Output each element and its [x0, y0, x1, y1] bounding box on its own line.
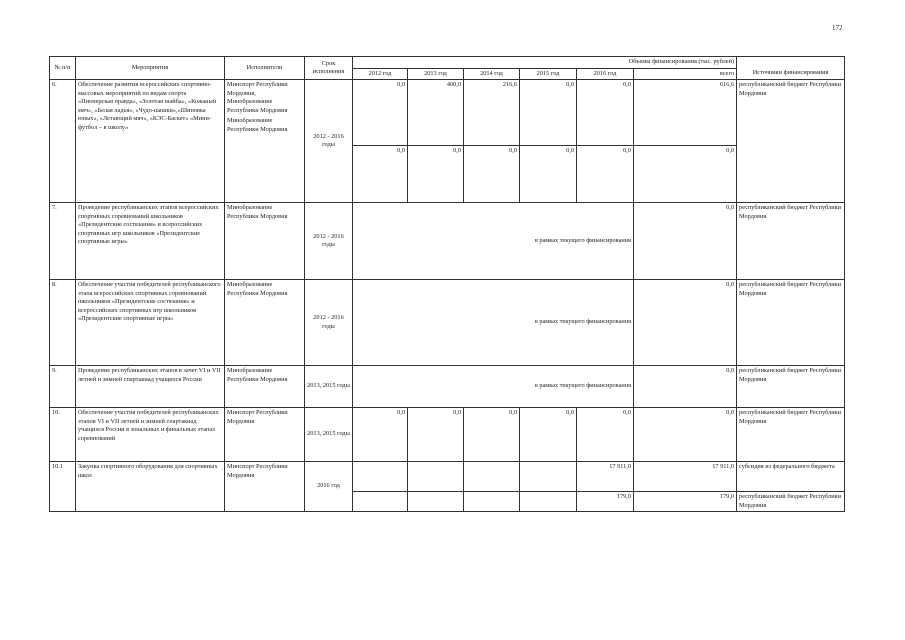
row-10-1-l1-2015 [520, 462, 577, 492]
row-6-num: 6. [50, 80, 76, 203]
row-6-l2-2012: 0,0 [353, 146, 408, 203]
row-10-num: 10. [50, 408, 76, 462]
row-10-1-l2-2012 [353, 492, 408, 512]
header-2012: 2012 год [353, 68, 408, 80]
row-10-term: 2013, 2015 годы [305, 408, 353, 462]
funding-table [49, 56, 845, 512]
row-6-l1-2013: 400,0 [408, 80, 464, 146]
row-10-source: республиканский бюджет Республики Мордовия [737, 408, 845, 462]
row-10-total: 0,0 [634, 408, 737, 462]
row-10-1-l2-2014 [464, 492, 520, 512]
row-10-1-l2-source: республиканский бюджет Республики Мордовия [737, 492, 845, 512]
row-10-1-executor: Минспорт Республики Мордовия [225, 462, 305, 512]
row-10-1-event: Закупка спортивного оборудования для спортивных школ [76, 462, 225, 512]
row-8-executor: Минобразование Республики Мордовия [225, 280, 305, 366]
row-10-2015: 0,0 [520, 408, 577, 462]
row-10-1-l2-total: 179,0 [634, 492, 737, 512]
row-10-2012: 0,0 [353, 408, 408, 462]
row-6-l1-total: 616,6 [634, 80, 737, 146]
row-7-num: 7. [50, 203, 76, 280]
header-num: № п/п [50, 57, 76, 80]
row-7-term: 2012 - 2016 годы [305, 203, 353, 280]
row-7-funding-note: в рамках текущего финансирования [353, 203, 634, 280]
row-10-2014: 0,0 [464, 408, 520, 462]
row-9-term: 2013, 2015 годы [305, 366, 353, 408]
row-8-funding-note: в рамках текущего финансирования [353, 280, 634, 366]
row-8-source: республиканский бюджет Республики Мордовия [737, 280, 845, 366]
row-8-event: Обеспечение участия победителей республиканского этапа всероссийских спортивных соревнований школьников «Президентские состязания» и всероссийских спортивных игр школьников «Президентские спортивные игры» [76, 280, 225, 366]
header-term: Срок исполнения [305, 57, 353, 80]
header-2015: 2015 год [520, 68, 577, 80]
row-6-term: 2012 - 2016 годы [305, 80, 353, 203]
row-10-event: Обеспечение участия победителей республиканских этапов VI и VII летней и зимней спартакиад учащихся России в зональных и финальных этапах соревнований [76, 408, 225, 462]
row-7-event: Проведение республиканских этапов всероссийских спортивных соревнований школьников «Президентские состязания» и всероссийских спортивных игр школьников «Президентские спортивные игры» [76, 203, 225, 280]
row-6-l2-2014: 0,0 [464, 146, 520, 203]
row-10-1-l1-2016: 17 911,0 [577, 462, 634, 492]
row-6-l1-2015: 0,0 [520, 80, 577, 146]
row-10-1-l2-2015 [520, 492, 577, 512]
header-event: Мероприятия [76, 57, 225, 80]
row-10-1-l1-source: субсидия из федерального бюджета [737, 462, 845, 492]
header-source: Источники финансирования [737, 68, 845, 80]
row-6-l1-2012: 0,0 [353, 80, 408, 146]
header-source-top [737, 57, 845, 69]
row-7-executor: Минобразование Республики Мордовия [225, 203, 305, 280]
row-9-executor: Минобразование Республики Мордовия [225, 366, 305, 408]
row-9-total: 0,0 [634, 366, 737, 408]
row-6-source: республиканский бюджет Республики Мордовия [737, 80, 845, 203]
row-10-1-term: 2016 год [305, 462, 353, 512]
row-6-event: Обеспечение развития всероссийских спортивно-массовых мероприятий по видам спорта «Пионерская правда», «Золотая шайба», «Кожаный мяч», «Белая ладья», «Чудо-шашки»,«Шиповка юных», «Летающий мяч», «КЭС-Баскет» «Мини-футбол – в школу» [76, 80, 225, 203]
row-10-1-l1-total: 17 911,0 [634, 462, 737, 492]
row-6-l2-2016: 0,0 [577, 146, 634, 203]
row-8-total: 0,0 [634, 280, 737, 366]
row-10-1-num: 10.1 [50, 462, 76, 512]
row-10-1-l1-2014 [464, 462, 520, 492]
row-7-total: 0,0 [634, 203, 737, 280]
row-9-event: Проведение республиканских этапов в зачет VI и VII летней и зимней спартакиад учащихся России [76, 366, 225, 408]
header-2014: 2014 год [464, 68, 520, 80]
row-6-executor-cell [225, 80, 305, 203]
header-2016: 2016 год [577, 68, 634, 80]
row-6-l2-2015: 0,0 [520, 146, 577, 203]
row-6-executor-2: Минобразование Республики Мордовия [227, 117, 288, 133]
header-executor: Исполнители [225, 57, 305, 80]
row-9-source: республиканский бюджет Республики Мордовия [737, 366, 845, 408]
row-6-l2-total: 0,0 [634, 146, 737, 203]
row-6-l1-2014: 216,6 [464, 80, 520, 146]
row-6-l1-2016: 0,0 [577, 80, 634, 146]
row-7-source: республиканский бюджет Республики Мордовия [737, 203, 845, 280]
row-6-l2-2013: 0,0 [408, 146, 464, 203]
row-6-executor-1: Минспорт Республики Мордовия, Минобразование Республики Мордовия [227, 81, 288, 114]
header-funding: Объемы финансирования (тыс. рублей) [353, 57, 737, 69]
row-10-2016: 0,0 [577, 408, 634, 462]
row-10-1-l1-2013 [408, 462, 464, 492]
header-total: всего [634, 68, 737, 80]
row-10-1-l2-2013 [408, 492, 464, 512]
page-number: 172 [832, 24, 843, 32]
row-8-num: 8. [50, 280, 76, 366]
row-9-num: 9. [50, 366, 76, 408]
row-10-executor: Минспорт Республики Мордовия [225, 408, 305, 462]
row-10-2013: 0,0 [408, 408, 464, 462]
header-2013: 2013 год [408, 68, 464, 80]
row-10-1-l2-2016: 179,0 [577, 492, 634, 512]
row-9-funding-note: в рамках текущего финансирования [353, 366, 634, 408]
row-8-term: 2012 - 2016 годы [305, 280, 353, 366]
row-10-1-l1-2012 [353, 462, 408, 492]
